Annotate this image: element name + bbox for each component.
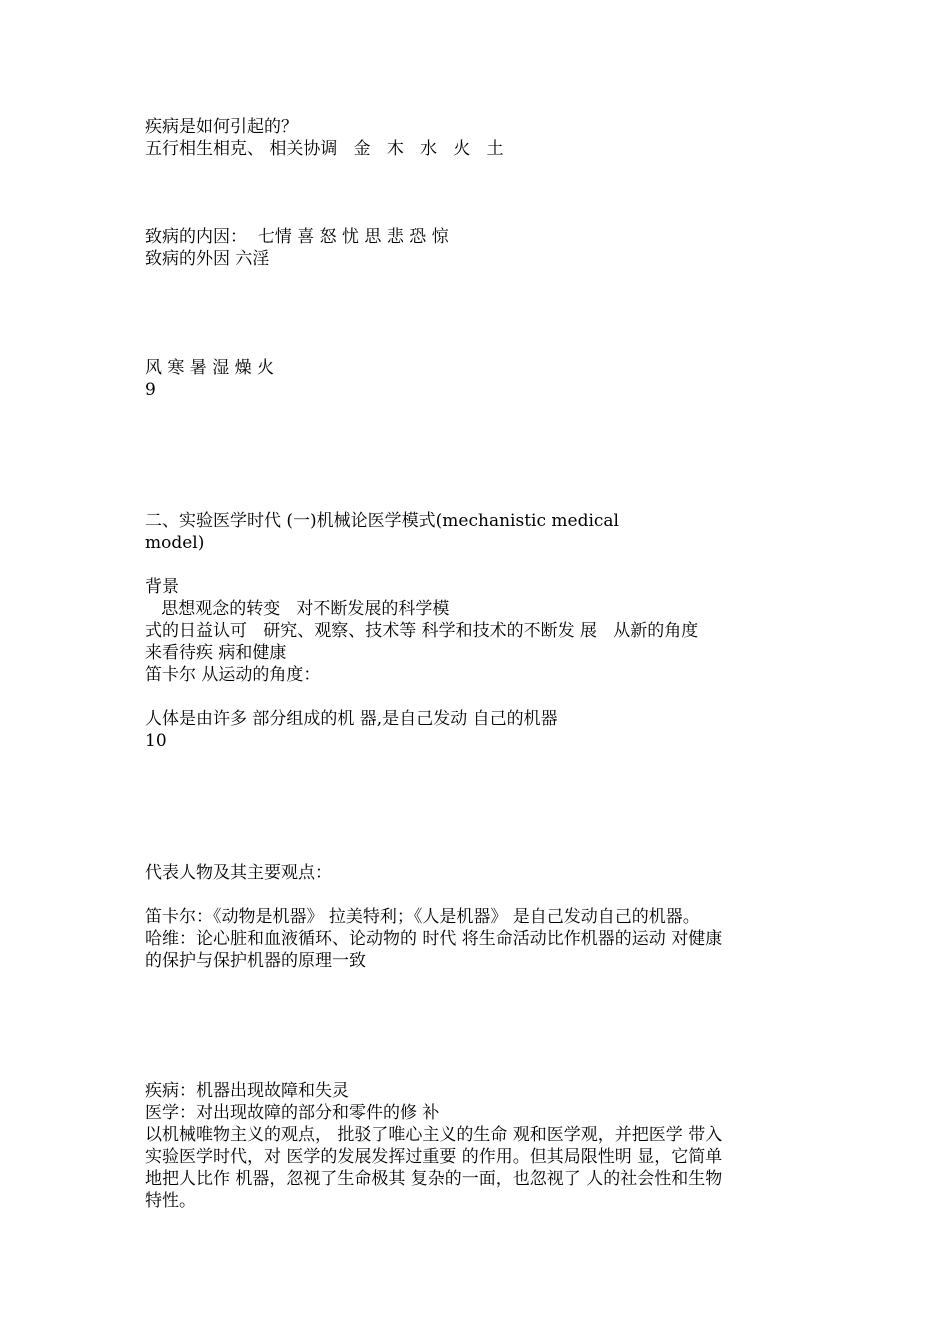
section-heading: model) — [145, 533, 205, 553]
text-line: 代表人物及其主要观点： — [145, 863, 332, 883]
text-line: 致病的内因： 七情 喜 怒 忧 思 悲 恐 惊 — [145, 227, 449, 247]
text-line: 五行相生相克、 相关协调 金 木 水 火 土 — [145, 139, 504, 159]
page-number: 10 — [145, 731, 167, 751]
text-line: 笛卡尔 从运动的角度： — [145, 665, 321, 685]
section-heading: 二、实验医学时代 (一)机械论医学模式(mechanistic medical — [145, 511, 619, 531]
text-line: 的保护与保护机器的原理一致 — [145, 951, 366, 971]
text-line: 以机械唯物主义的观点， 批驳了唯心主义的生命 观和医学观，并把医学 带入 — [145, 1125, 723, 1145]
text-line: 地把人比作 机器，忽视了生命极其 复杂的一面，也忽视了 人的社会性和生物 — [145, 1169, 723, 1189]
text-line: 疾病是如何引起的？ — [145, 117, 298, 137]
text-line: 特性。 — [145, 1191, 196, 1211]
text-line: 致病的外因 六淫 — [145, 249, 270, 269]
text-line: 思想观念的转变 对不断发展的科学模 — [145, 599, 450, 619]
text-line: 实验医学时代，对 医学的发展发挥过重要 的作用。但其局限性明 显，它简单 — [145, 1147, 723, 1167]
text-line: 背景 — [145, 577, 179, 597]
text-line: 人体是由许多 部分组成的机 器,是自己发动 自己的机器 — [145, 709, 558, 729]
text-line: 疾病：机器出现故障和失灵 — [145, 1081, 349, 1101]
text-line: 风 寒 暑 湿 燥 火 — [145, 358, 275, 378]
page-number: 9 — [145, 380, 156, 400]
text-line: 式的日益认可 研究、观察、技术等 科学和技术的不断发 展 从新的角度 — [145, 621, 699, 641]
text-line: 哈维：论心脏和血液循环、论动物的 时代 将生命活动比作机器的运动 对健康 — [145, 929, 723, 949]
text-line: 医学：对出现故障的部分和零件的修 补 — [145, 1103, 440, 1123]
text-line: 笛卡尔：《动物是机器》 拉美特利；《人是机器》 是自己发动自己的机器。 — [145, 907, 700, 927]
text-line: 来看待疾 病和健康 — [145, 643, 287, 663]
